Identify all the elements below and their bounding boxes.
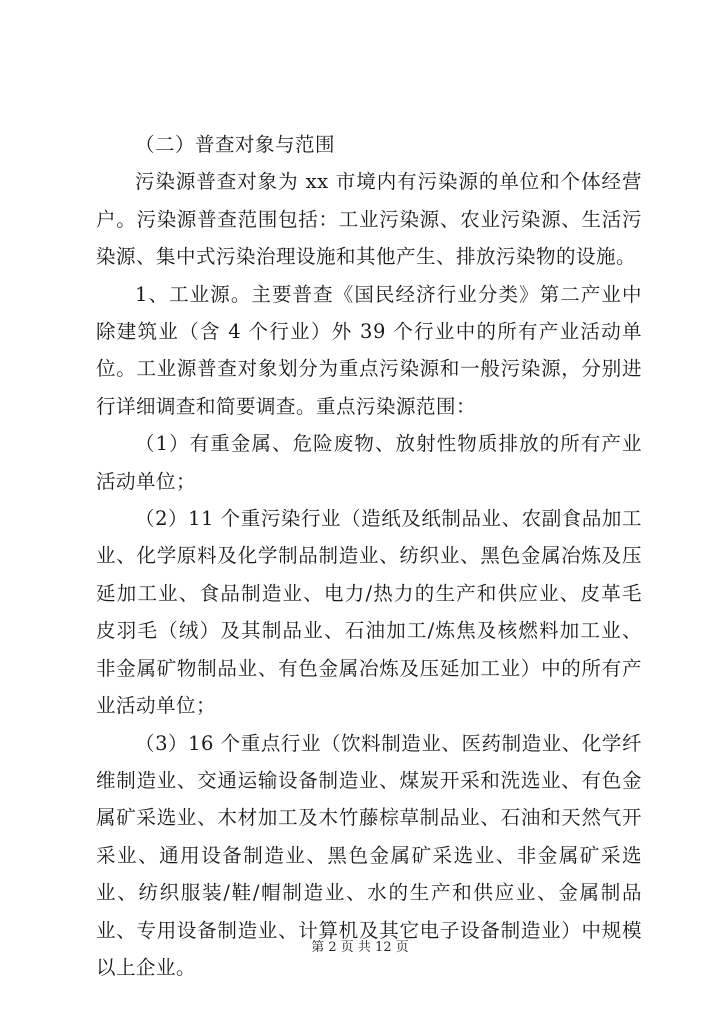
paragraph-scope: 污染源普查对象为 xx 市境内有污染源的单位和个体经营户。污染源普查范围包括：工业污染源、农业污染源、生活污染源、集中式污染治理设施和其他产生、排放污染物的设施。 <box>96 170 642 269</box>
list-item-3: （3）16 个重点行业（饮料制造业、医药制造业、化学纤维制造业、交通运输设备制造业、煤炭开采和洗选业、有色金属矿采选业、木材加工及木竹藤棕草制品业、石油和天然气开采业、通用设备制造业、黑色金属矿采选业、非金属矿采选业、纺织服装/鞋/帽制造业、水的生产和供应业、金属制品业、专用设备制造业、计算机及其它电子设备制造业）中规模以上企业。 <box>96 731 642 979</box>
list-item-1: （1）有重金属、危险废物、放射性物质排放的所有产业活动单位； <box>96 432 642 493</box>
list-item-2: （2）11 个重污染行业（造纸及纸制品业、农副食品加工业、化学原料及化学制品制造业、纺织业、黑色金属冶炼及压延加工业、食品制造业、电力/热力的生产和供应业、皮革毛皮羽毛（绒）及其制品业、石油加工/炼焦及核燃料加工业、非金属矿物制品业、有色金属冶炼及压延加工业）中的所有产业活动单位； <box>96 507 642 718</box>
page-footer: 第 2 页 共 12 页 <box>311 940 409 955</box>
paragraph-industrial-source: 1、工业源。主要普查《国民经济行业分类》第二产业中除建筑业（含 4 个行业）外 39 个行业中的所有产业活动单位。工业源普查对象划分为重点污染源和一般污染源，分别进行详细调查和简要调查。重点污染源范围： <box>96 282 642 418</box>
section-heading: （二）普查对象与范围 <box>135 133 336 156</box>
document-body <box>96 126 642 986</box>
